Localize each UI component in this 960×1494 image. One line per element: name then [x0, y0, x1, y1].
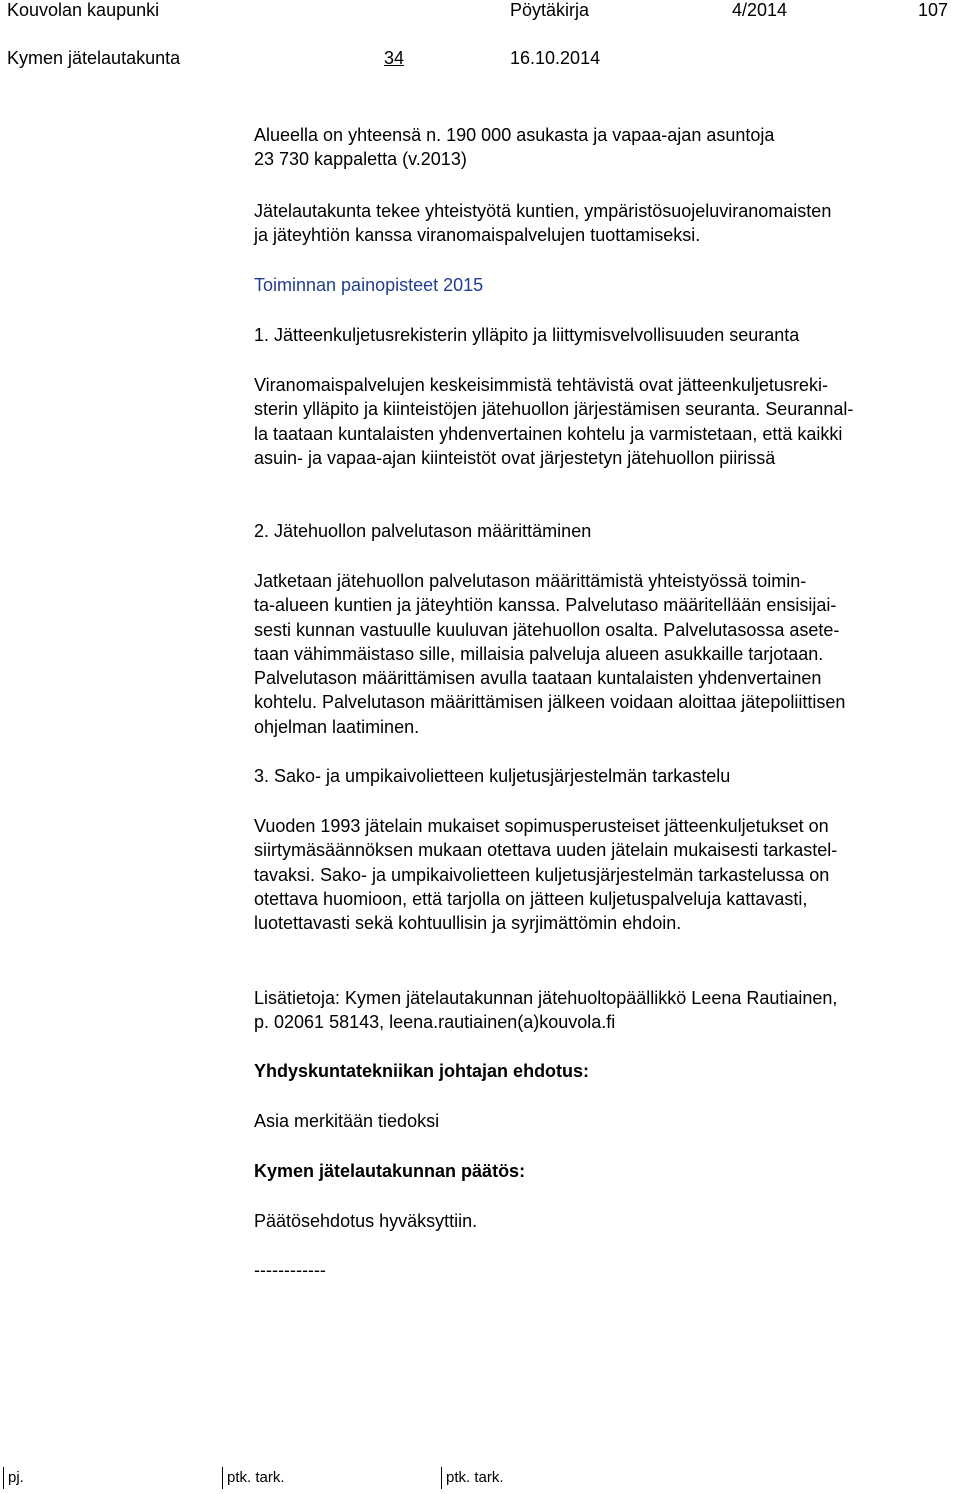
footer-divider-3 [441, 1467, 442, 1489]
intro-paragraph-2: Jätelautakunta tekee yhteistyötä kuntien, ympäristösuojeluviranomaisten ja jäteyhtiön kanssa viranomaispalvelujen tuottamiseksi. [254, 201, 832, 246]
footer-minutes-check-2: ptk. tark. [446, 1469, 504, 1486]
organization-name: Kouvolan kaupunki [7, 0, 160, 20]
contact-info: Lisätietoja: Kymen jätelautakunnan jätehuoltopäällikkö Leena Rautiainen, p. 02061 58143, leena.rautiainen(a)kouvola.fi [254, 988, 838, 1033]
item-1-text: Viranomaispalvelujen keskeisimmistä tehtävistä ovat jätteenkuljetusreki- sterin ylläpito ja kiinteistöjen jätehuollon järjestämisen seuranta. Seurannal- la taataan kuntalaisten yhdenvertainen kohtelu ja varmistetaan, että kaikki asuin- ja vapaa-ajan kiinteistöt ovat järjestetyn jätehuollon piirissä [254, 375, 854, 468]
decision-text: Päätösehdotus hyväksyttiin. [254, 1211, 478, 1231]
item-3-text: Vuoden 1993 jätelain mukaiset sopimusperusteiset jätteenkuljetukset on siirtymäsäännöksen mukaan otettava uuden jätelain mukaisesti tarkastel- tavaksi. Sako- ja umpikaivolietteen kuljetusjärjestelmän tarkastelussa on otettava huomioon, että tarjolla on jätteen kuljetuspalveluja kattavasti, luotettavasti sekä kohtuullisin ja syrjimättömin ehdoin. [254, 816, 838, 934]
item-2-title: 2. Jätehuollon palvelutason määrittäminen [254, 521, 592, 541]
item-2-text: Jatketaan jätehuollon palvelutason määrittämistä yhteistyössä toimin- ta-alueen kuntien ja jäteyhtiön kanssa. Palvelutaso määritellään ensisijai- sesti kunnan vastuulle kuuluvan jätehuollon osalta. Palvelutasossa asete- taan vähimmäistaso sille, millaisia palveluja alueen asukkaille tarjotaan. Palvelutason määrittämisen avulla taataan kuntalaisten yhdenvertainen kohtelu. Palvelutason määrittämisen jälkeen voidaan aloittaa jätepoliittisen ohjelman laatiminen. [254, 571, 846, 737]
proposal-text: Asia merkitään tiedoksi [254, 1111, 440, 1131]
section-separator: ------------ [254, 1260, 326, 1280]
intro-paragraph-1: Alueella on yhteensä n. 190 000 asukasta ja vapaa-ajan asuntoja 23 730 kappaletta (v.2013) [254, 125, 775, 170]
footer-minutes-check-1: ptk. tark. [227, 1469, 285, 1486]
focus-heading: Toiminnan painopisteet 2015 [254, 275, 484, 295]
footer-divider-2 [222, 1467, 223, 1489]
issue-number: 4/2014 [732, 0, 788, 20]
item-3-title: 3. Sako- ja umpikaivolietteen kuljetusjärjestelmän tarkastelu [254, 766, 731, 786]
decision-heading: Kymen jätelautakunnan päätös: [254, 1161, 526, 1181]
proposal-heading: Yhdyskuntatekniikan johtajan ehdotus: [254, 1061, 590, 1081]
footer-chair-initials: pj. [8, 1469, 24, 1486]
item-1-title: 1. Jätteenkuljetusrekisterin ylläpito ja liittymisvelvollisuuden seuranta [254, 325, 800, 345]
document-type: Pöytäkirja [510, 0, 590, 20]
committee-name: Kymen jätelautakunta [7, 48, 181, 68]
footer-divider-1 [3, 1467, 4, 1489]
meeting-date: 16.10.2014 [510, 48, 601, 68]
page-number: 107 [918, 0, 949, 20]
section-number: 34 [384, 48, 405, 68]
